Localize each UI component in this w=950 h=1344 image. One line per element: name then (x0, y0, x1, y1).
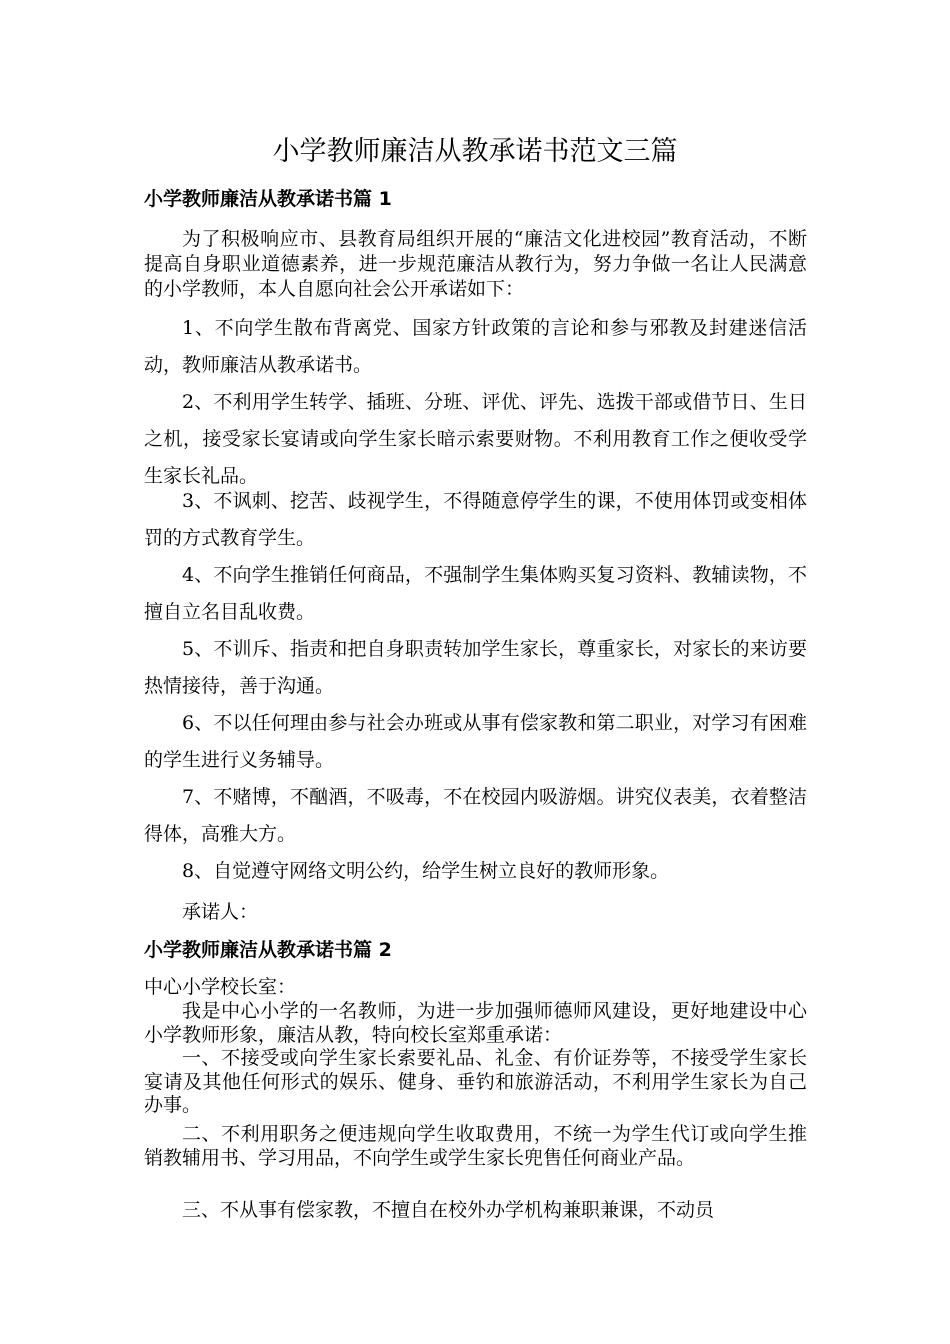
section-2-item-3: 三、不从事有偿家教，不擅自在校外办学机构兼职兼课，不动员 (182, 1199, 715, 1221)
section-1-item-5: 5、不训斥、指责和把自身职责转加学生家长，尊重家长，对家长的来访要热情接待，善于沟通。 (144, 638, 807, 697)
section-2-heading: 小学教师廉洁从教承诺书篇 2 (144, 939, 392, 961)
signature-line: 承诺人： (182, 901, 259, 923)
section-1-item-3: 3、不讽刺、挖苦、歧视学生，不得随意停学生的课，不使用体罚或变相体罚的方式教育学生。 (144, 490, 807, 549)
section-1-item-4: 4、不向学生推销任何商品，不强制学生集体购买复习资料、教辅读物，不擅自立名目乱收费。 (144, 564, 807, 623)
section-1-item-1: 1、不向学生散布背离党、国家方针政策的言论和参与邪教及封建迷信活动，教师廉洁从教承诺书。 (144, 317, 807, 376)
section-1-item-7: 7、不赌博，不酗酒，不吸毒，不在校园内吸游烟。讲究仪表美，衣着整洁得体，高雅大方。 (144, 786, 807, 845)
section-1-heading: 小学教师廉洁从教承诺书篇 1 (144, 188, 392, 210)
section-1-item-2: 2、不利用学生转学、插班、分班、评优、评先、选拨干部或借节日、生日之机，接受家长宴请或向学生家长暗示索要财物。不利用教育工作之便收受学生家长礼品。 (144, 391, 807, 487)
section-1-item-6: 6、不以任何理由参与社会办班或从事有偿家教和第二职业，对学习有困难的学生进行义务辅导。 (144, 712, 807, 771)
document-title: 小学教师廉洁从教承诺书范文三篇 (272, 136, 678, 167)
section-2-item-2: 二、不利用职务之便违规向学生收取费用，不统一为学生代订或向学生推销教辅用书、学习用品，不向学生或学生家长兜售任何商业产品。 (144, 1123, 807, 1169)
section-2-intro: 我是中心小学的一名教师，为进一步加强师德师风建设，更好地建设中心小学教师形象，廉洁从教，特向校长室郑重承诺： (144, 1000, 807, 1046)
section-2-salutation: 中心小学校长室： (144, 976, 297, 998)
section-2-item-1: 一、不接受或向学生家长索要礼品、礼金、有价证券等，不接受学生家长宴请及其他任何形式的娱乐、健身、垂钓和旅游活动，不利用学生家长为自己办事。 (144, 1047, 807, 1116)
section-1-intro: 为了积极响应市、县教育局组织开展的“廉洁文化进校园”教育活动，不断提高自身职业道德素养，进一步规范廉洁从教行为，努力争做一名让人民满意的小学教师，本人自愿向社会公开承诺如下： (144, 228, 807, 300)
section-1-item-8: 8、自觉遵守网络文明公约，给学生树立良好的教师形象。 (182, 860, 670, 882)
